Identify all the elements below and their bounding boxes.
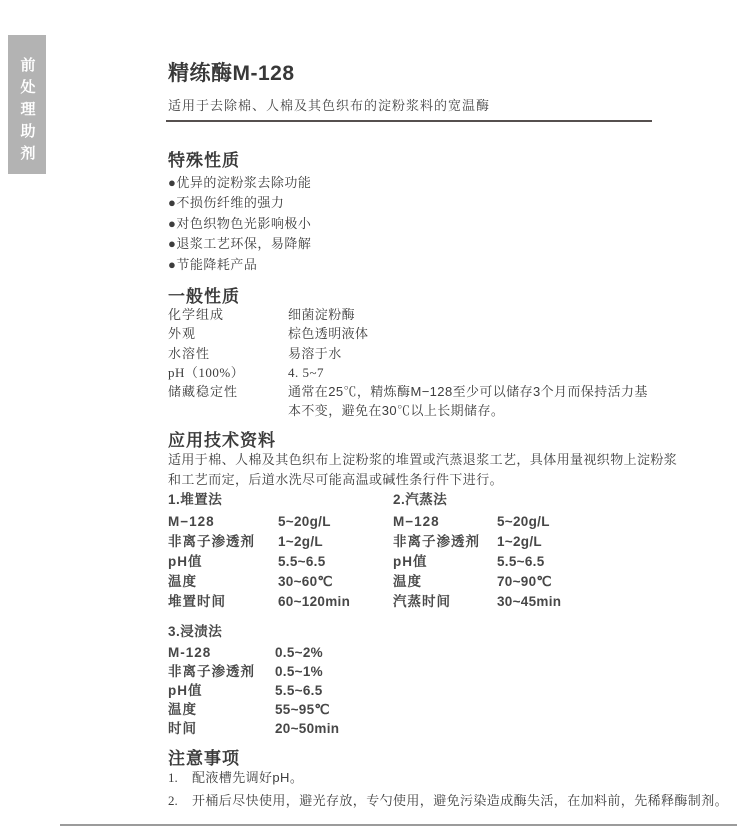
dosage-value: 55~95℃ [275, 702, 330, 717]
table-row [168, 363, 650, 382]
dosage-label: 非离子渗透剂 [168, 664, 255, 679]
note-text: 配液槽先调好pH。 [192, 770, 304, 785]
dosage-label: M−128 [393, 513, 440, 529]
dosage-label: 温度 [168, 573, 197, 589]
list-item: ●节能降耗产品 [168, 256, 258, 272]
table-row [168, 592, 350, 612]
property-value: 通常在25℃，精炼酶M−128至少可以储存3个月而保持活力基本不变，避免在30℃以上长期储存。 [288, 384, 648, 419]
table-row [168, 662, 339, 681]
footer-divider [60, 824, 737, 826]
dosage-value: 1~2g/L [278, 533, 323, 549]
dosage-value: 70~90℃ [497, 573, 552, 589]
list-item [168, 791, 728, 810]
table-row [168, 572, 350, 592]
application-intro-paragraph: 适用于棉、人棉及其色织布上淀粉浆的堆置或汽蒸退浆工艺，具体用量视织物上淀粉浆和工艺而定，后道水洗尽可能高温或碱性条行件下进行。 [168, 452, 678, 487]
dosage-value: 30~45min [497, 593, 562, 609]
product-subtitle: 适用于去除棉、人棉及其色织布的淀粉浆料的宽温酶 [168, 98, 491, 113]
dosage-label: pH值 [168, 683, 203, 698]
category-side-tab [8, 35, 46, 174]
property-value: 易溶于水 [288, 345, 342, 361]
dosage-value: 5.5~6.5 [275, 683, 323, 698]
dosage-value: 1~2g/L [497, 533, 542, 549]
dosage-label: pH值 [168, 553, 203, 569]
dosage-value: 0.5~1% [275, 664, 323, 679]
property-value: 棕色透明液体 [288, 326, 369, 342]
property-label: 储藏稳定性 [168, 384, 239, 400]
section-heading-precautions: 注意事项 [168, 749, 240, 768]
table-row [168, 324, 650, 343]
list-item [168, 768, 728, 787]
table-row [168, 382, 650, 421]
method-title: 3.浸渍法 [168, 624, 223, 639]
property-value: 4. 5~7 [288, 364, 325, 380]
note-text: 开桶后尽快使用，避光存放，专勺使用，避免污染造成酶失活，在加料前，先稀释酶制剂。 [192, 793, 729, 808]
note-number: 1. [168, 770, 178, 785]
table-row [168, 700, 339, 719]
dosage-value: 60~120min [278, 593, 351, 609]
dosage-value: 20~50min [275, 721, 340, 736]
table-row [168, 643, 339, 662]
table-row [168, 552, 350, 572]
precautions-list [168, 768, 728, 814]
table-row [168, 512, 350, 532]
dosage-label: 温度 [168, 702, 197, 717]
dosage-label: 非离子渗透剂 [393, 533, 480, 549]
dosage-label: 时间 [168, 721, 197, 736]
dosage-label: M−128 [168, 513, 215, 529]
list-item: ●优异的淀粉浆去除功能 [168, 175, 312, 190]
table-row [393, 592, 561, 612]
table-row [168, 305, 650, 324]
dosage-value: 5~20g/L [278, 513, 331, 529]
list-item: ●不损伤纤维的强力 [168, 195, 285, 211]
dosage-label: M-128 [168, 645, 212, 660]
method-table-immersion [168, 622, 339, 738]
dosage-label: 非离子渗透剂 [168, 533, 255, 549]
property-label: pH（100%） [168, 364, 245, 380]
dosage-value: 5.5~6.5 [497, 553, 545, 569]
section-heading-application-data: 应用技术资料 [168, 431, 276, 450]
table-row [393, 572, 561, 592]
dosage-value: 5.5~6.5 [278, 553, 326, 569]
method-title: 1.堆置法 [168, 492, 223, 507]
method-table-steaming [393, 490, 561, 611]
section-heading-special-properties: 特殊性质 [168, 151, 240, 170]
dosage-value: 0.5~2% [275, 645, 323, 660]
product-title: 精练酶M-128 [168, 62, 295, 85]
table-row [393, 552, 561, 572]
dosage-label: 堆置时间 [168, 593, 226, 609]
table-row [168, 344, 650, 363]
property-value: 细菌淀粉酶 [288, 307, 356, 322]
property-label: 外观 [168, 326, 197, 342]
method-title: 2.汽蒸法 [393, 492, 448, 507]
dosage-value: 5~20g/L [497, 513, 550, 529]
list-item: ●对色织物色光影响极小 [168, 215, 312, 231]
table-row [168, 719, 339, 738]
dosage-label: pH值 [393, 553, 428, 569]
table-row [393, 532, 561, 552]
list-item: ●退浆工艺环保，易降解 [168, 236, 312, 252]
general-properties-table [168, 305, 650, 421]
table-row [393, 512, 561, 532]
table-row [168, 681, 339, 700]
category-side-tab-label: 前处理助剂 [18, 56, 36, 167]
dosage-value: 30~60℃ [278, 573, 333, 589]
special-properties-list [168, 173, 311, 275]
table-row [168, 532, 350, 552]
property-label: 化学组成 [168, 307, 225, 322]
note-number: 2. [168, 793, 178, 808]
property-label: 水溶性 [168, 345, 211, 361]
section-heading-general-properties: 一般性质 [168, 287, 240, 306]
dosage-label: 汽蒸时间 [393, 593, 451, 609]
title-divider [166, 120, 652, 122]
dosage-label: 温度 [393, 573, 422, 589]
method-table-piling [168, 490, 350, 611]
